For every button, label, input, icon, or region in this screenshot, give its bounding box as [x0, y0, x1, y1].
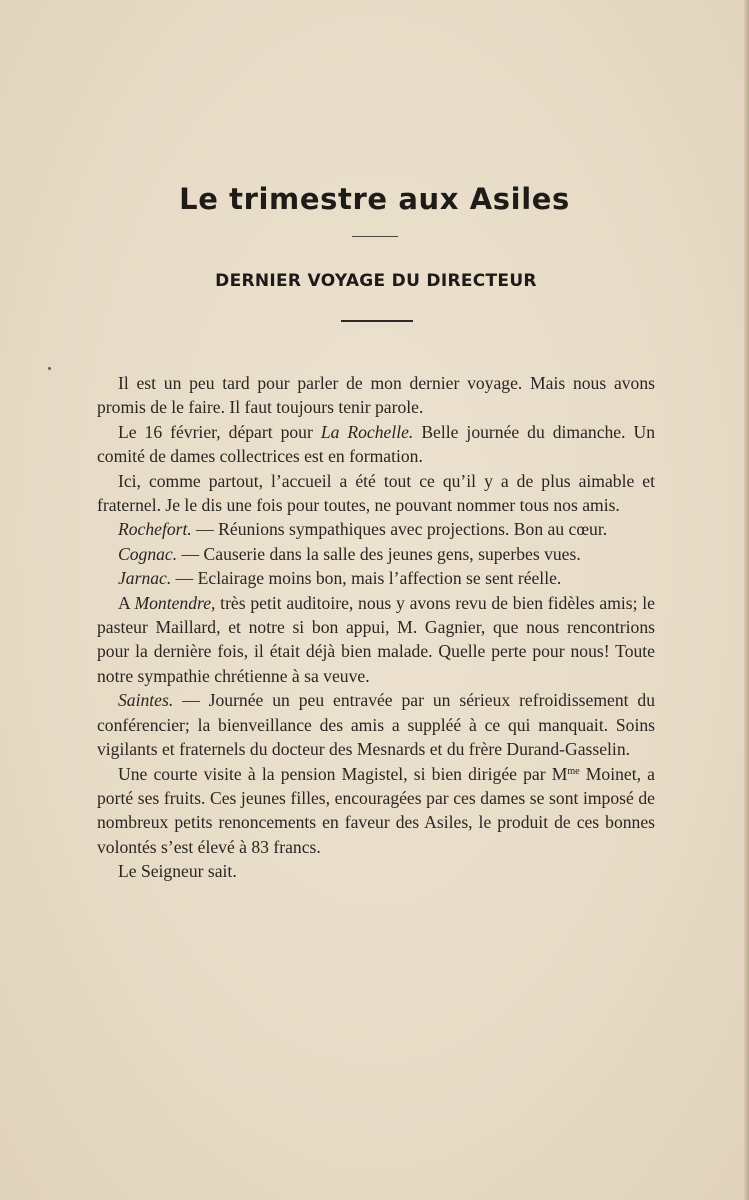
paragraph-2: Le 16 février, départ pour La Rochelle. Belle journée du dimanche. Un comité de dames collectrices est en formation.	[97, 421, 655, 467]
paragraph-1: Il est un peu tard pour parler de mon dernier voyage. Mais nous avons promis de le faire. Il faut toujours tenir parole.	[97, 373, 655, 418]
title-divider	[352, 236, 398, 237]
place-name: Montendre,	[134, 592, 216, 613]
page-edge	[744, 0, 749, 1200]
subtitle-divider	[341, 320, 413, 322]
paragraph-7: A Montendre, très petit auditoire, nous y avons revu de bien fidèles amis; le pasteur Maillard, et notre si bon appui, M. Gagnier, que nous rencontrions pour la dernière fois, il était déjà bien malade. Quelle perte pour nous! Toute notre sympathie chrétienne à sa veuve.	[97, 592, 655, 686]
paragraph-9: Une courte visite à la pension Magistel, si bien dirigée par $M^{me}$ Moinet, a porté ses fruits. Ces jeunes filles, encouragées par ces dames se sont imposé de nombreux petits renoncements en faveur des Asiles, le produit de ces bonnes volontés s’est élevé à 83 francs.	[97, 763, 655, 857]
paragraph-8: Saintes. — Journée un peu entravée par un sérieux refroidissement du conférencier; la bienveillance des amis a suppléé à ce qui manquait. Soins vigilants et fraternels du docteur des Mesnards et du frère Durand-Gasselin.	[97, 690, 655, 760]
place-name: Jarnac.	[118, 568, 172, 589]
paragraph-6: Jarnac. — Eclairage moins bon, mais l’affection se sent réelle.	[118, 568, 562, 589]
superscript: me	[567, 765, 580, 777]
section-subtitle: DERNIER VOYAGE DU DIRECTEUR	[215, 271, 537, 291]
paragraph-4: Rochefort. — Réunions sympathiques avec projections. Bon au cœur.	[118, 519, 608, 540]
paper-speck	[48, 367, 51, 370]
place-name: Cognac.	[118, 543, 178, 564]
paragraph-5: Cognac. — Causerie dans la salle des jeunes gens, superbes vues.	[118, 543, 581, 564]
paragraph-10: Le Seigneur sait.	[118, 861, 237, 882]
article-body	[97, 371, 655, 884]
paragraph-3: Ici, comme partout, l’accueil a été tout ce qu’il y a de plus aimable et fraternel. Je le dis une fois pour toutes, ne pouvant nommer tous nos amis.	[97, 470, 655, 516]
place-name: La Rochelle.	[320, 421, 414, 442]
place-name: Rochefort.	[118, 519, 192, 540]
page-title: Le trimestre aux Asiles	[179, 182, 570, 216]
place-name: Saintes.	[118, 690, 174, 711]
